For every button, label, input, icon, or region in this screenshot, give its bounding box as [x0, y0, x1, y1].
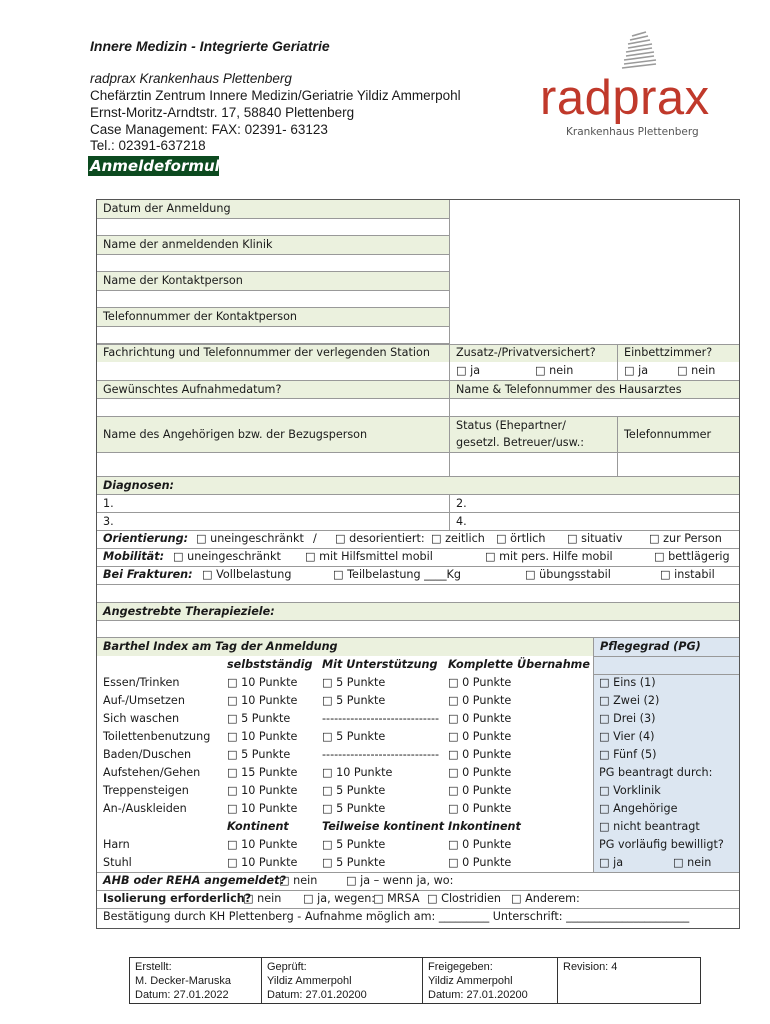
barthel-option-c[interactable]: □ 0 Punkte [448, 748, 512, 761]
footer-geprueft-date: Datum: 27.01.20200 [267, 989, 367, 1001]
hospital-name: radprax Krankenhaus Plettenberg [90, 71, 292, 86]
footer-geprueft-label: Geprüft: [267, 961, 307, 973]
footer-freigegeben-date: Datum: 27.01.20200 [428, 989, 528, 1001]
barthel-option-c[interactable]: □ 0 Punkte [448, 766, 512, 779]
barthel-option-a[interactable]: □ 5 Punkte [227, 712, 291, 725]
barthel-col-teilweise: Teilweise kontinent [322, 820, 445, 833]
pg-beantragt-option[interactable]: □ Angehörige [599, 802, 678, 815]
barthel-option-a[interactable]: □ 10 Punkte [227, 730, 298, 743]
footer-erstellt [130, 958, 262, 1003]
chief-line: Chefärztin Zentrum Innere Medizin/Geriatrie Yildiz Ammerpohl [90, 88, 461, 103]
input-klinik[interactable] [97, 254, 449, 272]
logo-subtitle: Krankenhaus Plettenberg [566, 126, 699, 138]
barthel-option-c[interactable]: □ 0 Punkte [448, 802, 512, 815]
input-status[interactable] [449, 452, 617, 476]
case-management-line: Case Management: FAX: 02391- 63123 [90, 122, 328, 137]
barthel-option-b[interactable]: □ 5 Punkte [322, 802, 386, 815]
label-mobilitaet: Mobilität: [103, 550, 165, 563]
barthel-option-b[interactable]: □ 5 Punkte [322, 730, 386, 743]
isolierung-ja[interactable]: □ ja, wegen: [303, 892, 376, 905]
pg-option[interactable]: □ Drei (3) [599, 712, 656, 725]
label-frakturen: Bei Frakturen: [103, 568, 193, 581]
barthel-row-name: Treppensteigen [103, 784, 189, 797]
barthel-row-name: Auf-/Umsetzen [103, 694, 185, 707]
barthel-option-c[interactable]: □ 0 Punkte [448, 838, 512, 851]
label-klinik: Name der anmeldenden Klinik [97, 236, 449, 254]
barthel-option-b[interactable]: ----------------------------- [322, 748, 440, 761]
label-isolierung: Isolierung erforderlich? [103, 892, 252, 905]
label-telefon-kontakt: Telefonnummer der Kontaktperson [97, 308, 449, 326]
pg-option[interactable]: □ Fünf (5) [599, 748, 657, 761]
barthel-row-name: Essen/Trinken [103, 676, 180, 689]
label-therapieziele: Angestrebte Therapieziele: [97, 602, 739, 620]
footer-erstellt-date: Datum: 27.01.2022 [135, 989, 229, 1001]
pg-vorlaeufig-label: PG vorläufig bewilligt? [599, 838, 724, 851]
opt-hilfsmittel[interactable]: □ mit Hilfsmittel mobil [305, 550, 433, 563]
label-telefonnummer: Telefonnummer [617, 416, 739, 452]
barthel-row-name: Harn [103, 838, 130, 851]
barthel-option-b[interactable]: □ 5 Punkte [322, 694, 386, 707]
label-zusatz: Zusatz-/Privatversichert? [449, 344, 617, 362]
opt-teilbelastung[interactable]: □ Teilbelastung ____Kg [333, 568, 461, 581]
pg-beantragt-option[interactable]: □ Vorklinik [599, 784, 661, 797]
footer-freigegeben-name: Yildiz Ammerpohl [428, 975, 513, 987]
barthel-option-a[interactable]: □ 10 Punkte [227, 802, 298, 815]
pg-option[interactable]: □ Vier (4) [599, 730, 655, 743]
barthel-option-a[interactable]: □ 10 Punkte [227, 694, 298, 707]
label-ahb: AHB oder REHA angemeldet? [103, 874, 286, 887]
footer-freigegeben [423, 958, 558, 1003]
pg-beantragt-label: PG beantragt durch: [599, 766, 713, 779]
logo-building-icon [618, 30, 662, 74]
input-datum[interactable] [97, 218, 449, 236]
barthel-col-selbststaendig: selbstständig [227, 658, 313, 671]
label-kontakt: Name der Kontaktperson [97, 272, 449, 290]
isolierung-nein[interactable]: □ nein [243, 892, 282, 905]
opt-zeitlich[interactable]: □ zeitlich [431, 532, 485, 545]
barthel-option-a[interactable]: □ 15 Punkte [227, 766, 298, 779]
pflegegrad-title: Pflegegrad (PG) [593, 638, 739, 656]
isolierung-mrsa[interactable]: □ MRSA [373, 892, 420, 905]
form-title: Anmeldeformular [90, 157, 238, 175]
label-status-2: gesetzl. Betreuer/usw.: [449, 434, 617, 452]
opt-bettlaegerig[interactable]: □ bettlägerig [654, 550, 730, 563]
input-hausarzt[interactable] [449, 398, 739, 416]
address-line: Ernst-Moritz-Arndtstr. 17, 58840 Plettenberg [90, 105, 355, 120]
barthel-row-name: Toilettenbenutzung [103, 730, 211, 743]
label-orientierung: Orientierung: [103, 532, 189, 545]
footer-geprueft-name: Yildiz Ammerpohl [267, 975, 352, 987]
orientierung-separator: / [313, 532, 317, 545]
diagnose-2[interactable]: 2. [449, 494, 739, 512]
isolierung-clostridien[interactable]: □ Clostridien [427, 892, 501, 905]
ahb-nein[interactable]: □ nein [279, 874, 318, 887]
barthel-col-uebernahme: Komplette Übernahme [448, 658, 590, 671]
input-fachrichtung[interactable] [97, 362, 449, 380]
barthel-option-c[interactable]: □ 0 Punkte [448, 856, 512, 869]
barthel-option-c[interactable]: □ 0 Punkte [448, 730, 512, 743]
barthel-option-a[interactable]: □ 10 Punkte [227, 856, 298, 869]
barthel-option-a[interactable]: □ 5 Punkte [227, 748, 291, 761]
barthel-option-b[interactable]: ----------------------------- [322, 712, 440, 725]
checkbox-zusatz-ja[interactable]: □ ja [449, 362, 509, 380]
barthel-option-b[interactable]: □ 10 Punkte [322, 766, 393, 779]
department-title: Innere Medizin - Integrierte Geriatrie [90, 38, 330, 54]
label-datum: Datum der Anmeldung [97, 200, 449, 218]
input-telefonnummer-angehoerige[interactable] [617, 452, 739, 476]
opt-uneingeschraenkt[interactable]: □ uneingeschränkt [196, 532, 304, 545]
checkbox-einbett-nein[interactable]: □ nein [677, 364, 716, 377]
barthel-row-name: Baden/Duschen [103, 748, 192, 761]
isolierung-anderem[interactable]: □ Anderem: [511, 892, 580, 905]
input-angehoerige[interactable] [97, 452, 449, 476]
footer-freigegeben-label: Freigegeben: [428, 961, 493, 973]
opt-uebungsstabil[interactable]: □ übungsstabil [525, 568, 611, 581]
footer-erstellt-label: Erstellt: [135, 961, 172, 973]
input-therapieziele[interactable] [97, 620, 739, 638]
opt-situativ[interactable]: □ situativ [567, 532, 623, 545]
opt-pers-hilfe[interactable]: □ mit pers. Hilfe mobil [485, 550, 613, 563]
opt-instabil[interactable]: □ instabil [660, 568, 715, 581]
label-aufnahme: Gewünschtes Aufnahmedatum? [97, 380, 449, 398]
barthel-col-inkontinent: Inkontinent [448, 820, 521, 833]
diagnose-3[interactable]: 3. [97, 512, 449, 530]
pg-option[interactable]: □ Zwei (2) [599, 694, 660, 707]
pg-beantragt-option[interactable]: □ nicht beantragt [599, 820, 700, 833]
barthel-option-c[interactable]: □ 0 Punkte [448, 676, 512, 689]
logo-wordmark: radprax [540, 71, 710, 125]
diagnose-4[interactable]: 4. [449, 512, 739, 530]
label-diagnosen: Diagnosen: [97, 476, 739, 494]
radprax-logo [540, 30, 730, 145]
opt-zur-person[interactable]: □ zur Person [649, 532, 722, 545]
label-einbett: Einbettzimmer? [617, 344, 739, 362]
barthel-title: Barthel Index am Tag der Anmeldung [97, 638, 593, 656]
opt-vollbelastung[interactable]: □ Vollbelastung [202, 568, 292, 581]
document-footer [129, 957, 701, 1004]
barthel-option-b[interactable]: □ 5 Punkte [322, 838, 386, 851]
checkbox-einbett-ja[interactable]: □ ja [617, 362, 667, 380]
opt-mob-uneingeschraenkt[interactable]: □ uneingeschränkt [173, 550, 281, 563]
bestaetigung-line[interactable]: Bestätigung durch KH Plettenberg - Aufnahme möglich am: _________ Unterschrift: ______________________ [103, 910, 690, 923]
footer-revision-label: Revision: 4 [563, 961, 618, 973]
footer-erstellt-name: M. Decker-Maruska [135, 975, 231, 987]
ahb-ja[interactable]: □ ja – wenn ja, wo: [346, 874, 454, 887]
label-angehoerige: Name des Angehörigen bzw. der Bezugsperson [97, 416, 449, 452]
input-telefon-kontakt[interactable] [97, 326, 449, 344]
input-aufnahme[interactable] [97, 398, 449, 416]
label-status-1: Status (Ehepartner/ [449, 416, 617, 434]
barthel-col-unterstuetzung: Mit Unterstützung [322, 658, 438, 671]
barthel-option-a[interactable]: □ 10 Punkte [227, 784, 298, 797]
footer-revision [558, 958, 700, 1003]
diagnose-1[interactable]: 1. [97, 494, 449, 512]
barthel-row-name: An-/Auskleiden [103, 802, 187, 815]
barthel-option-a[interactable]: □ 10 Punkte [227, 838, 298, 851]
barthel-option-b[interactable]: □ 5 Punkte [322, 676, 386, 689]
barthel-option-b[interactable]: □ 5 Punkte [322, 784, 386, 797]
barthel-row-name: Sich waschen [103, 712, 180, 725]
label-hausarzt: Name & Telefonnummer des Hausarztes [449, 380, 739, 398]
barthel-row-name: Stuhl [103, 856, 132, 869]
input-kontakt[interactable] [97, 290, 449, 308]
barthel-row-name: Aufstehen/Gehen [103, 766, 201, 779]
opt-desorientiert[interactable]: □ desorientiert: [335, 532, 425, 545]
registration-form [96, 199, 740, 929]
phone-line: Tel.: 02391-637218 [90, 138, 206, 153]
pg-option[interactable]: □ Eins (1) [599, 676, 656, 689]
barthel-option-c[interactable]: □ 0 Punkte [448, 712, 512, 725]
label-fachrichtung: Fachrichtung und Telefonnummer der verlegenden Station [97, 344, 449, 362]
barthel-option-b[interactable]: □ 5 Punkte [322, 856, 386, 869]
barthel-option-a[interactable]: □ 10 Punkte [227, 676, 298, 689]
pg-ja[interactable]: □ ja [599, 856, 624, 869]
barthel-option-c[interactable]: □ 0 Punkte [448, 694, 512, 707]
opt-oertlich[interactable]: □ örtlich [496, 532, 546, 545]
pg-nein[interactable]: □ nein [673, 856, 712, 869]
checkbox-zusatz-nein[interactable]: □ nein [535, 364, 574, 377]
footer-geprueft [262, 958, 423, 1003]
barthel-option-c[interactable]: □ 0 Punkte [448, 784, 512, 797]
barthel-col-kontinent: Kontinent [227, 820, 289, 833]
